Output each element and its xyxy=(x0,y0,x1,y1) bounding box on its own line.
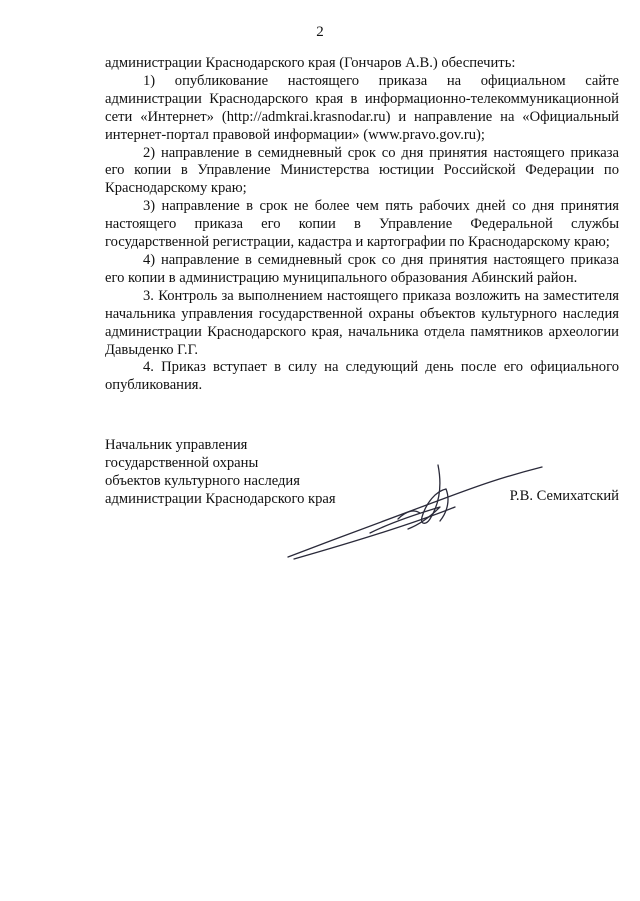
signatory-title-line: Начальник управления xyxy=(105,437,248,453)
document-body xyxy=(105,55,619,395)
paragraph-intro: администрации Краснодарского края (Гончаров А.В.) обеспечить: xyxy=(105,55,516,71)
paragraph-item-2: 2) направление в семидневный срок со дня принятия настоящего приказа его копии в Управление Министерства юстиции Российской Федерации по Краснодарскому краю; xyxy=(105,144,619,197)
signer-name: Р.В. Семихатский xyxy=(509,488,619,504)
handwritten-signature xyxy=(280,455,550,565)
page-number: 2 xyxy=(316,24,324,40)
paragraph-item-3: 3) направление в срок не более чем пять рабочих дней со дня принятия настоящего приказа его копии в Управление Федеральной службы государственной регистрации, кадастра и картографии по Краснодарскому краю; xyxy=(105,198,619,251)
paragraph-control: 3. Контроль за выполнением настоящего приказа возложить на заместителя начальника управления государственной охраны объектов культурного наследия администрации Краснодарского края, начальника отдела памятников археологии Давыденко Г.Г. xyxy=(105,287,619,358)
signatory-title-line: объектов культурного наследия xyxy=(105,472,300,489)
paragraph-item-1: 1) опубликование настоящего приказа на официальном сайте администрации Краснодарского края в информационно-телекоммуникационной сети «Интернет» (http://admkrai.krasnodar.ru) и направление на «Официальный интернет-портал правовой информации» (www.pravo.gov.ru); xyxy=(105,72,619,143)
signatory-title-line: администрации Краснодарского края xyxy=(105,490,336,507)
signatory-title-line: государственной охраны xyxy=(105,454,259,471)
paragraph-item-4: 4) направление в семидневный срок со дня принятия настоящего приказа его копии в администрацию муниципального образования Абинский район. xyxy=(105,251,619,286)
paragraph-effective: 4. Приказ вступает в силу на следующий день после его официального опубликования. xyxy=(105,359,619,394)
